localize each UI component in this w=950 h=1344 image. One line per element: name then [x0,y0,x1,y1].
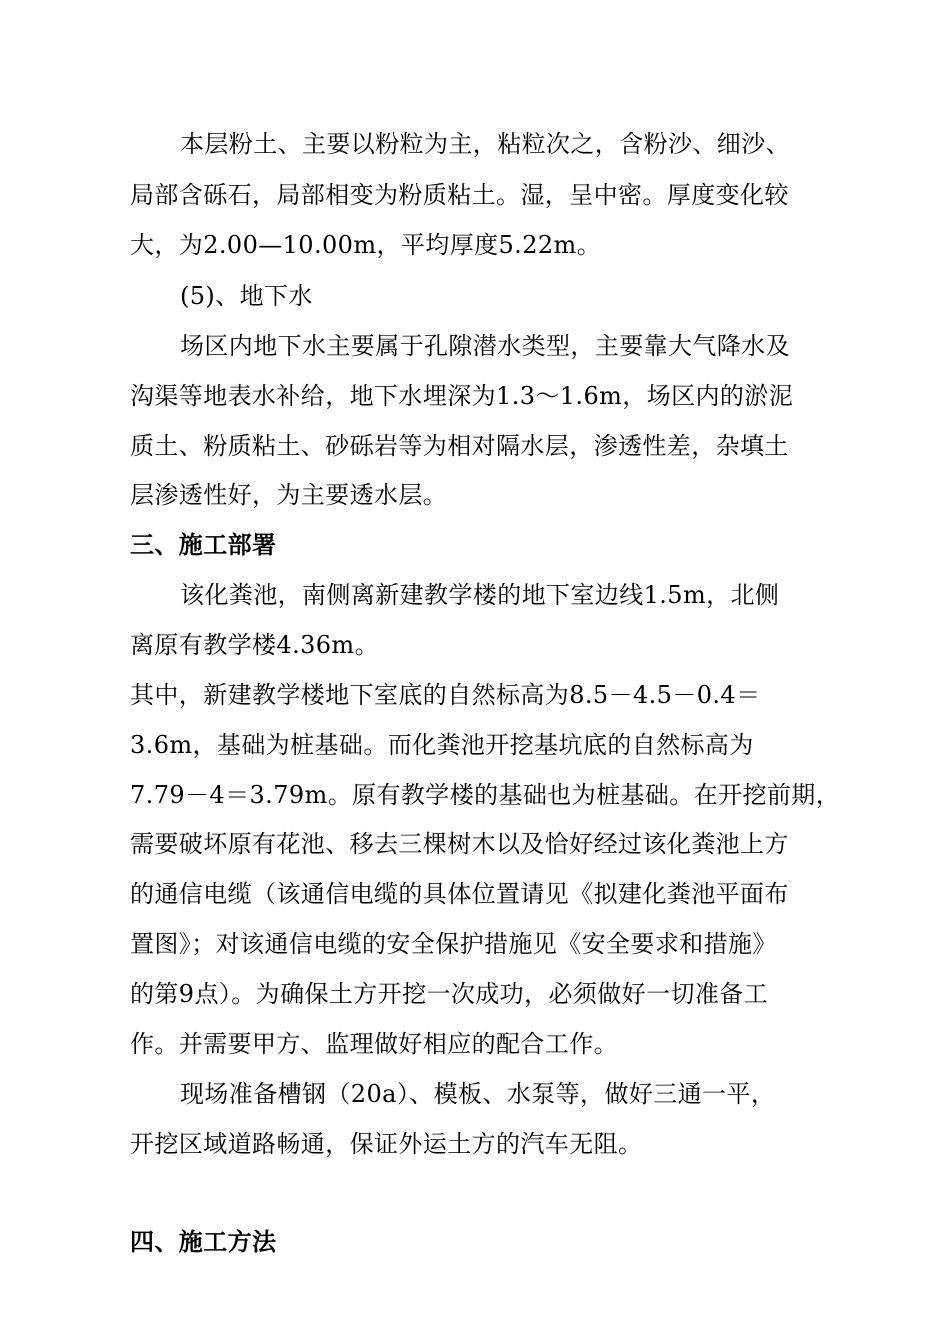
text-line: 的通信电缆（该通信电缆的具体位置请见《拟建化粪池平面布 [130,880,789,908]
text-line: 离原有教学楼4.36m。 [130,631,379,659]
section-heading: 三、施工部署 [130,531,277,559]
text-line: 的第9点）。为确保土方开挖一次成功，必须做好一切准备工 [130,980,769,1008]
section-heading: 四、施工方法 [130,1228,277,1256]
text-line: 层渗透性好，为主要透水层。 [130,481,448,509]
text-line: 本层粉土、主要以粉粒为主，粘粒次之，含粉沙、细沙、 [180,130,790,158]
text-line: 开挖区域道路畅通，保证外运土方的汽车无阻。 [130,1130,643,1158]
text-line: 3.6m，基础为桩基础。而化粪池开挖基坑底的自然标高为 [130,731,754,759]
text-line: 7.79－4＝3.79m。原有教学楼的基础也为桩基础。在开挖前期， [130,781,841,809]
text-line: 局部含砾石，局部相变为粉质粘土。湿，呈中密。厚度变化较 [130,181,789,209]
text-line: 其中，新建教学楼地下室底的自然标高为8.5－4.5－0.4＝ [130,681,761,709]
text-line: 需要破坏原有花池、移去三棵树木以及恰好经过该化粪池上方 [130,830,789,858]
subheading-groundwater: (5)、地下水 [180,282,313,310]
text-line: 大，为2.00—10.00m，平均厚度5.22m。 [130,231,602,259]
text-line: 沟渠等地表水补给，地下水埋深为1.3～1.6m，场区内的淤泥 [130,382,794,410]
text-line: 作。并需要甲方、监理做好相应的配合工作。 [130,1030,618,1058]
text-line: 质土、粉质粘土、砂砾岩等为相对隔水层，渗透性差，杂填土 [130,432,789,460]
text-line: 场区内地下水主要属于孔隙潜水类型，主要靠大气降水及 [180,332,790,360]
text-line: 该化粪池，南侧离新建教学楼的地下室边线1.5m，北侧 [180,581,780,609]
text-line: 现场准备槽钢（20a）、模板、水泵等，做好三通一平， [180,1080,776,1108]
text-line: 置图》；对该通信电缆的安全保护措施见《安全要求和措施》 [130,930,777,958]
